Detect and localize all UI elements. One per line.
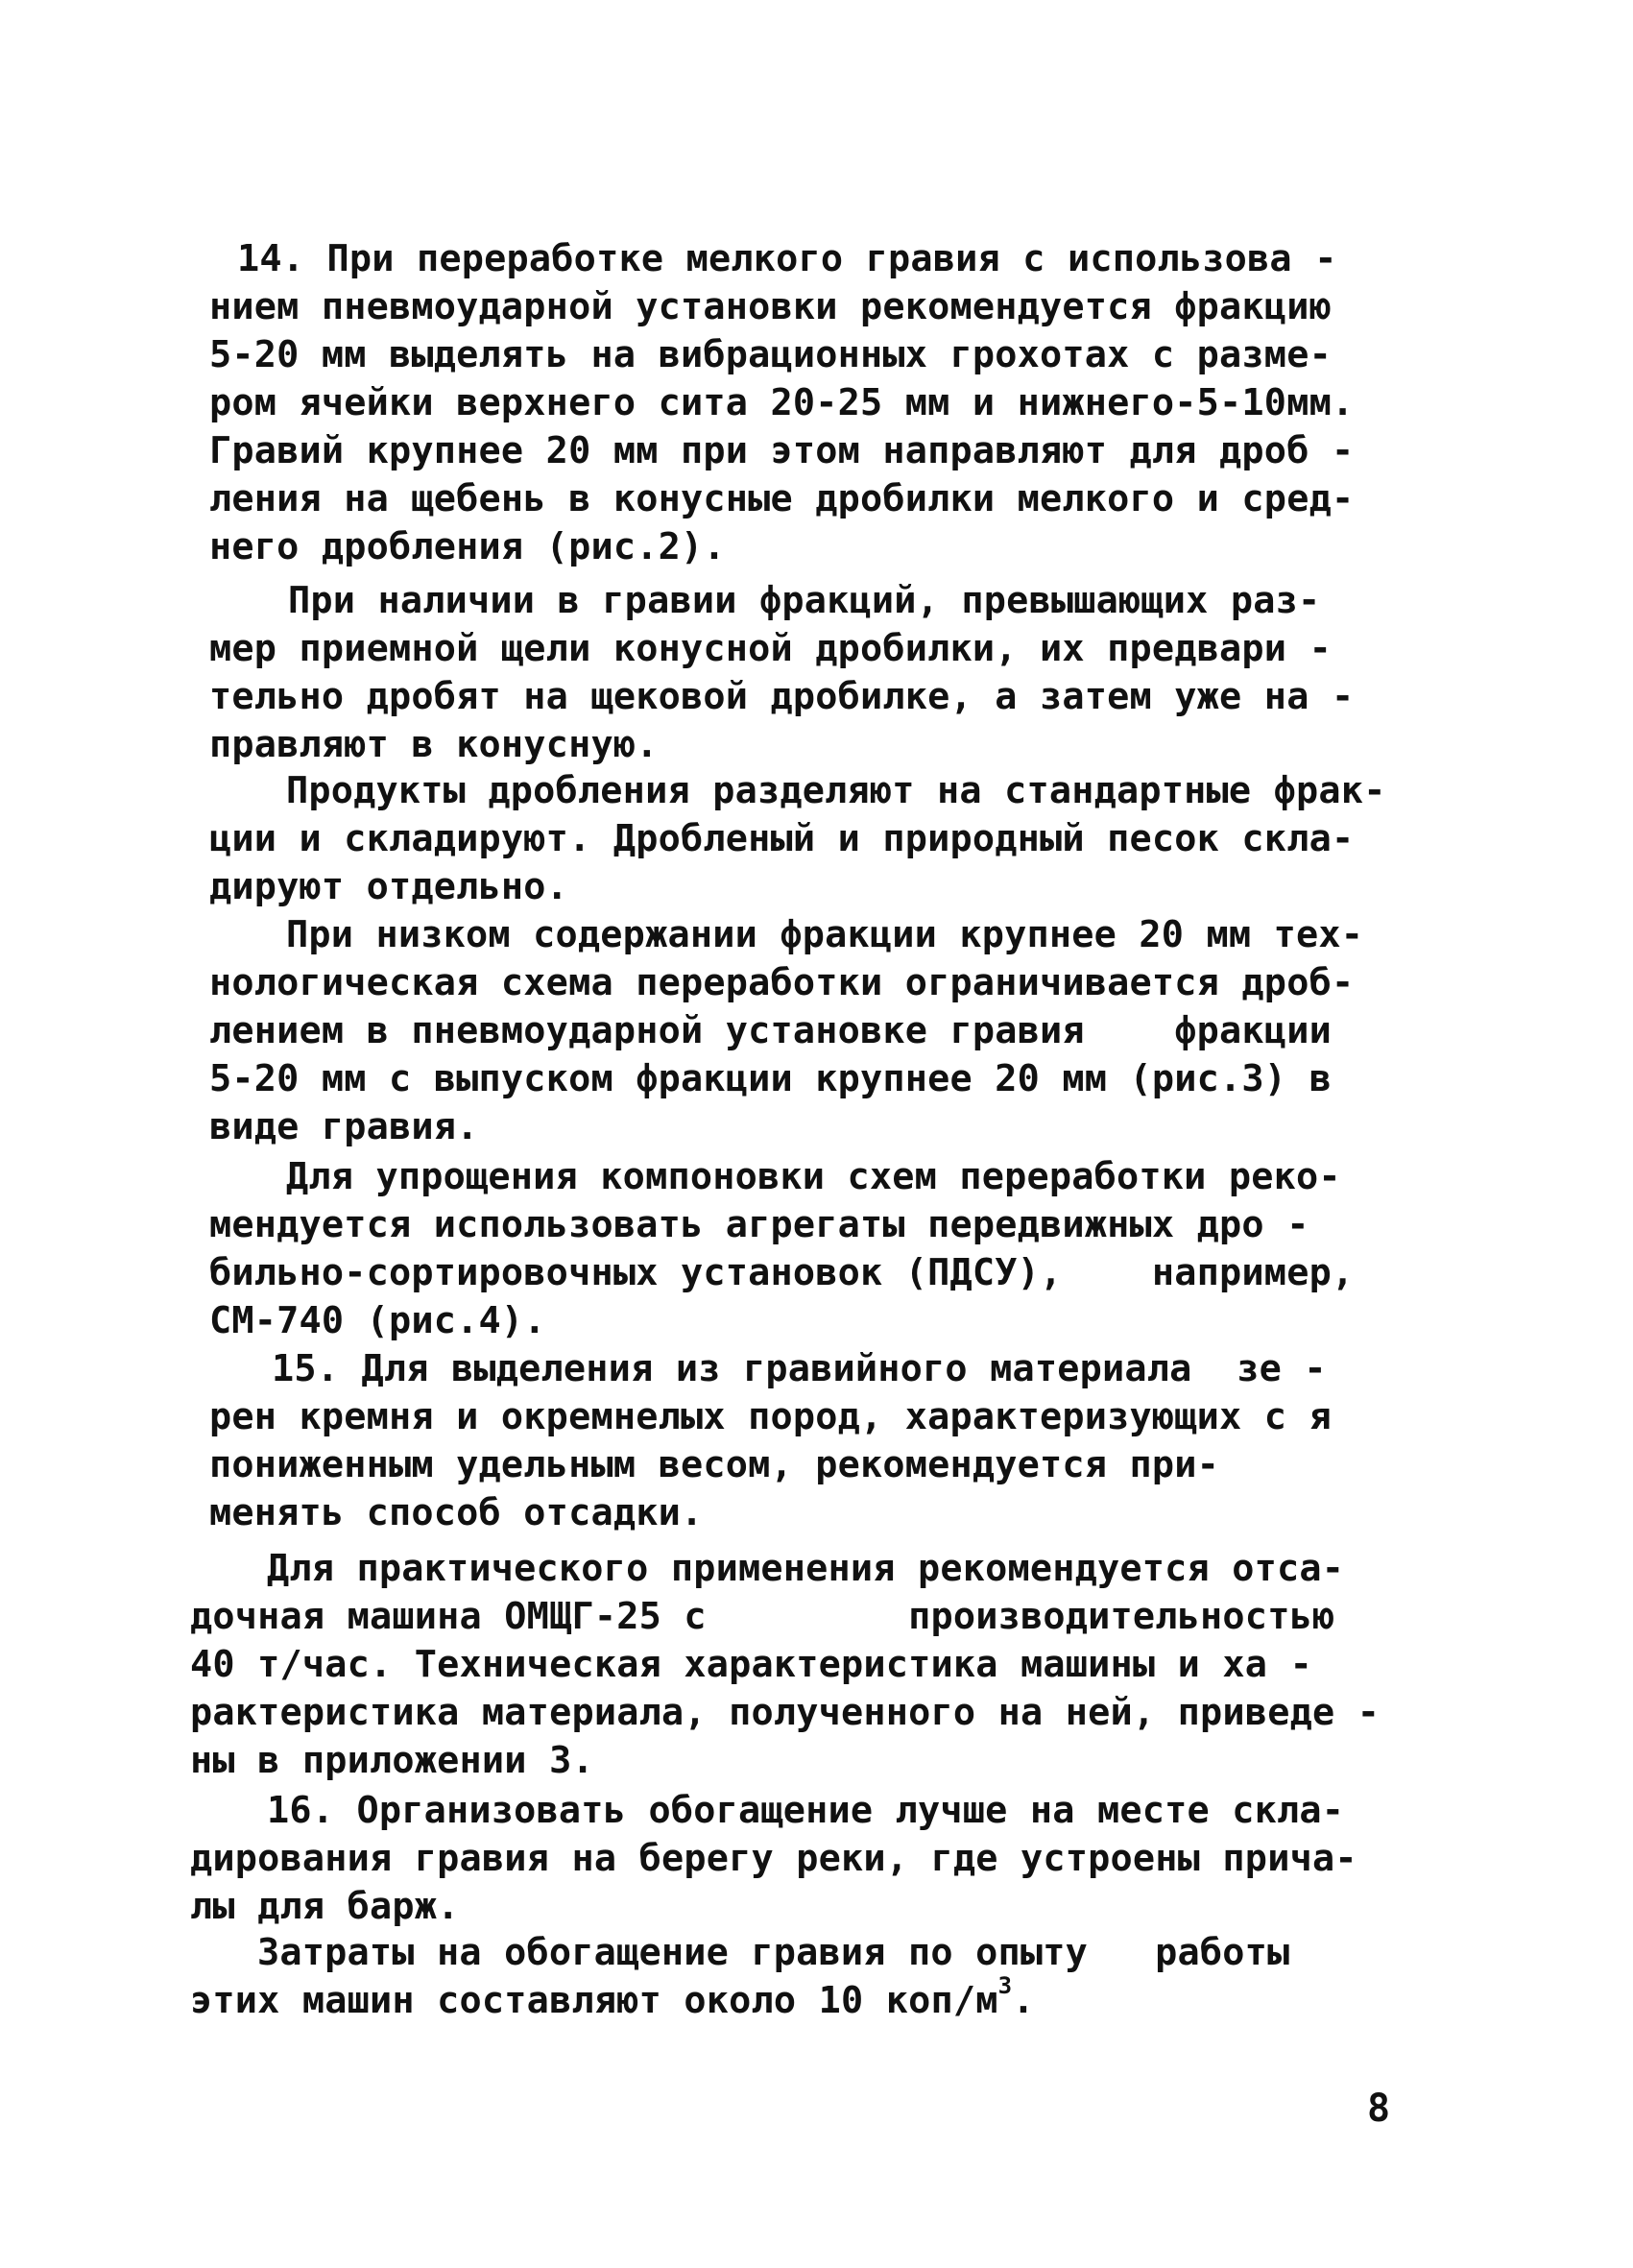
text-line: рактеристика материала, полученного на ней, приведе - <box>190 1691 1381 1734</box>
text-line: бильно-сортировочных установок (ПДСУ), например, <box>209 1251 1355 1294</box>
text-line: тельно дробят на щековой дробилке, а затем уже на - <box>209 675 1355 718</box>
text-line: Для практического применения рекомендуется отса- <box>267 1547 1345 1590</box>
text-line: него дробления (рис.2). <box>209 525 726 568</box>
text-line: 15. Для выделения из гравийного материала зе - <box>272 1347 1327 1390</box>
text-line: ром ячейки верхнего сита 20-25 мм и нижнего-5-10мм. <box>209 381 1355 424</box>
text-line: лением в пневмоударной установке гравия фракции <box>209 1009 1332 1052</box>
text-span: . <box>1012 1979 1035 2022</box>
text-line: мендуется использовать агрегаты передвижных дро - <box>209 1203 1309 1246</box>
page-number: 8 <box>1367 2087 1391 2131</box>
text-line: рен кремня и окремнелых пород, характеризующих с я <box>209 1395 1332 1438</box>
text-line: лы для барж. <box>190 1885 460 1928</box>
text-line: виде гравия. <box>209 1105 479 1148</box>
text-line: 5-20 мм выделять на вибрационных грохотах с разме- <box>209 333 1332 376</box>
text-line: Для упрощения компоновки схем переработки реко- <box>286 1155 1341 1198</box>
text-line: ления на щебень в конусные дробилки мелкого и сред- <box>209 477 1355 520</box>
text-line: правляют в конусную. <box>209 723 659 766</box>
text-line: 16. Организовать обогащение лучше на месте скла- <box>267 1789 1345 1832</box>
text-line: Гравий крупнее 20 мм при этом направляют для дроб - <box>209 429 1355 472</box>
text-line: дируют отдельно. <box>209 865 569 908</box>
text-span: этих машин составляют около 10 коп/м <box>190 1979 998 2022</box>
text-line: 40 т/час. Техническая характеристика машины и ха - <box>190 1643 1312 1686</box>
text-line: дочная машина ОМЩГ-25 с производительностью <box>190 1595 1335 1638</box>
text-line: Продукты дробления разделяют на стандартные фрак- <box>286 769 1386 812</box>
text-line: СМ-740 (рис.4). <box>209 1299 546 1342</box>
text-line: ны в приложении 3. <box>190 1739 594 1782</box>
text-line: При низком содержании фракции крупнее 20 мм тех- <box>286 913 1364 956</box>
text-line <box>190 1972 1035 2024</box>
text-line: Затраты на обогащение гравия по опыту работы <box>257 1931 1290 1974</box>
text-line: дирования гравия на берегу реки, где устроены причa- <box>190 1837 1357 1880</box>
text-line: нием пневмоударной установки рекомендуется фракцию <box>209 285 1332 328</box>
text-line: При наличии в гравии фракций, превышающих раз- <box>288 579 1321 622</box>
superscript: 3 <box>997 1972 1013 2000</box>
text-line: 5-20 мм с выпуском фракции крупнее 20 мм (рис.3) в <box>209 1057 1332 1100</box>
text-line: ции и складируют. Дробленый и природный песок скла- <box>209 817 1355 860</box>
text-line: 14. При переработке мелкого гравия с использова - <box>237 237 1337 280</box>
text-line: пониженным удельным весом, рекомендуется при- <box>209 1443 1220 1486</box>
text-line: менять способ отсадки. <box>209 1491 704 1534</box>
text-line: мер приемной щели конусной дробилки, их предвари - <box>209 627 1332 670</box>
text-line: нологическая схема переработки ограничивается дроб- <box>209 961 1355 1004</box>
